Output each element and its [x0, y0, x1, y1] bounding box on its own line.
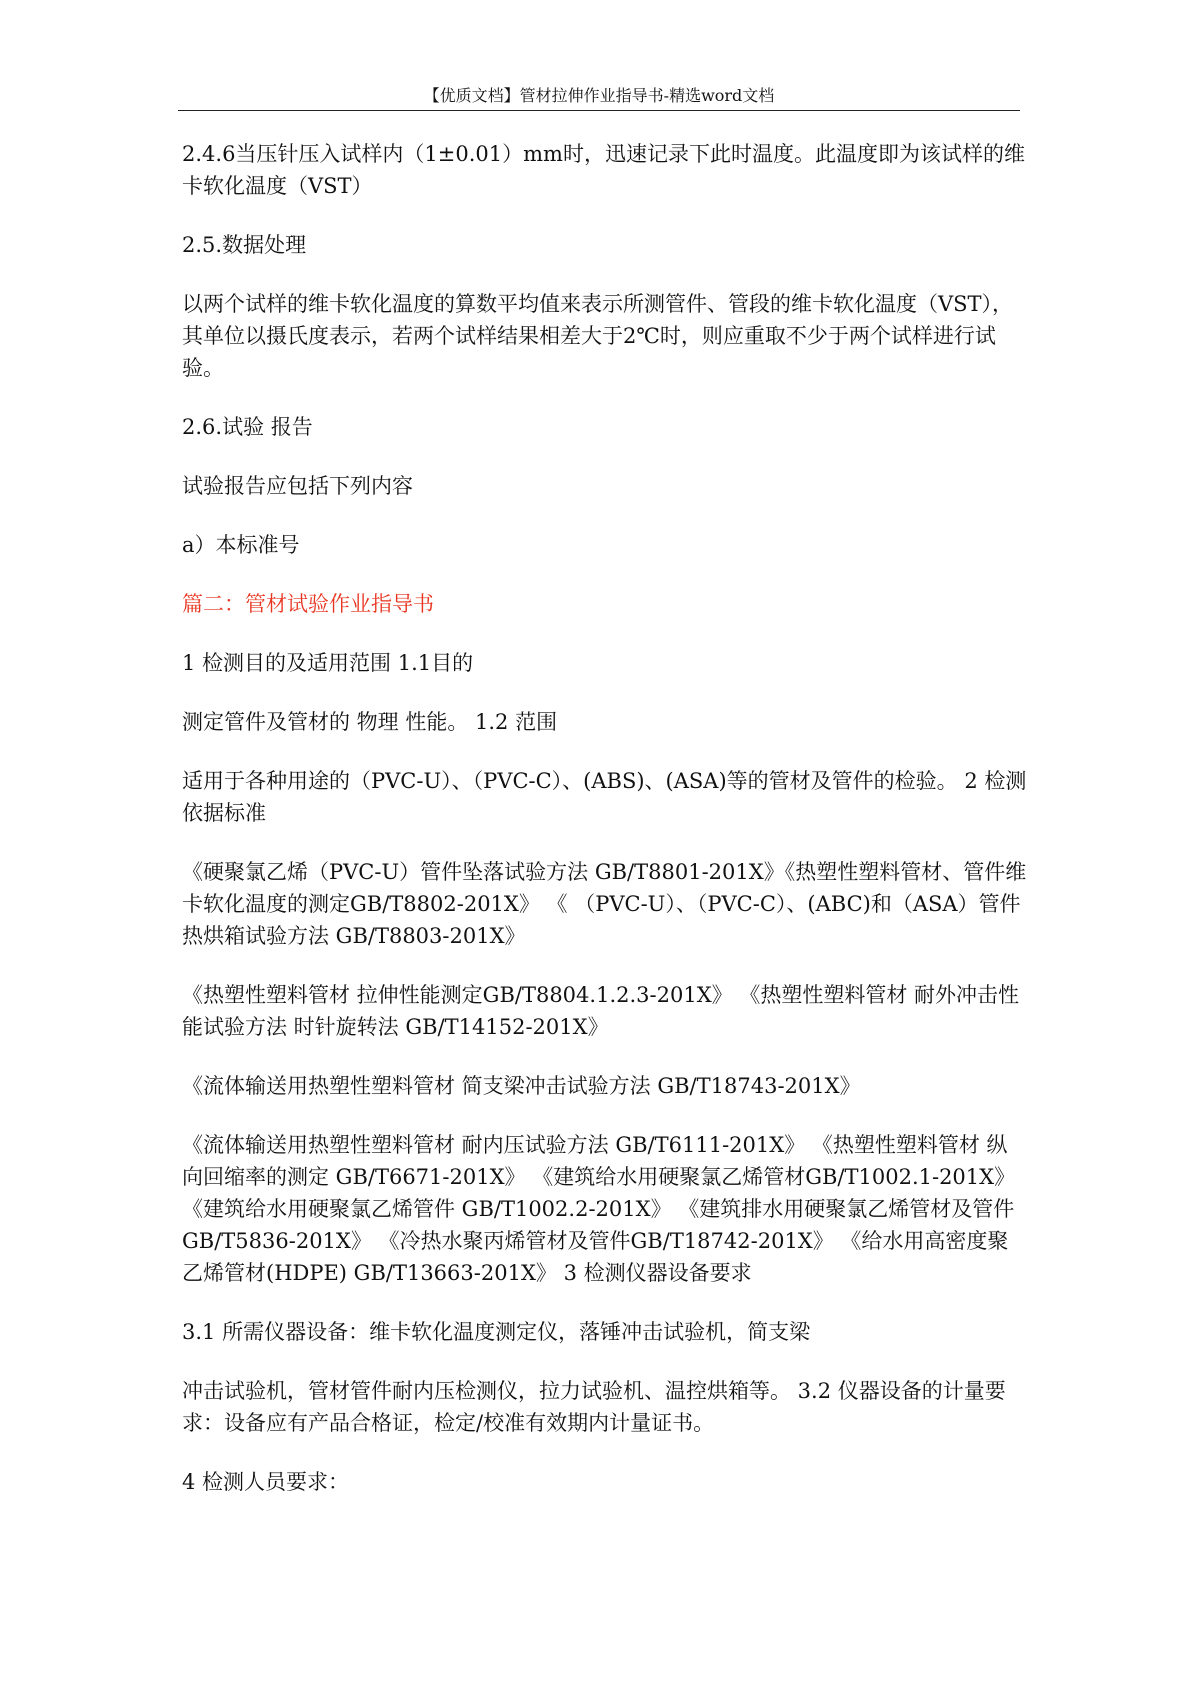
- paragraph-standards-1: 《硬聚氯乙烯（PVC-U）管件坠落试验方法 GB/T8801-201X》《热塑性塑料管材、管件维卡软化温度的测定GB/T8802-201X》 《 （PVC-U）、（PVC-C）、(ABC)和（ASA）管件热烘箱试验方法 GB/T8803-201X》: [182, 860, 1027, 948]
- document-body: [182, 138, 1028, 1525]
- paragraph-scope: 适用于各种用途的（PVC-U）、（PVC-C）、(ABS)、(ASA)等的管材及管件的检验。 2 检测依据标准: [182, 769, 1027, 825]
- paragraph-equipment-list: 3.1 所需仪器设备：维卡软化温度测定仪，落锤冲击试验机，简支梁: [182, 1320, 811, 1344]
- paragraph-standards-4: 《流体输送用热塑性塑料管材 耐内压试验方法 GB/T6111-201X》 《热塑性塑料管材 纵向回缩率的测定 GB/T6671-201X》 《建筑给水用硬聚氯乙烯管材GB/T1002.1-201X》 《建筑给水用硬聚氯乙烯管件 GB/T1002.2-201X》 《建筑排水用硬聚氯乙烯管材及管件GB/T5836-201X》 《冷热水聚丙烯管材及管件GB/T18742-201X》 《给水用高密度聚乙烯管材(HDPE) GB/T13663-201X》 3 检测仪器设备要求: [182, 1133, 1016, 1285]
- paragraph-vst-measurement: 2.4.6当压针压入试样内（1±0.01）mm时，迅速记录下此时温度。此温度即为该试样的维卡软化温度（VST）: [182, 142, 1025, 198]
- section-heading-data-processing: 2.5.数据处理: [182, 233, 307, 257]
- page-header-title: 【优质文档】管材拉伸作业指导书-精选word文档: [423, 86, 775, 105]
- section-heading-test-report: 2.6.试验 报告: [182, 415, 313, 439]
- paragraph-report-contents: 试验报告应包括下列内容: [182, 474, 413, 498]
- paragraph-purpose: 测定管件及管材的 物理 性能。 1.2 范围: [182, 710, 558, 734]
- paragraph-data-processing: 以两个试样的维卡软化温度的算数平均值来表示所测管件、管段的维卡软化温度（VST），其单位以摄氏度表示，若两个试样结果相差大于2℃时，则应重取不少于两个试样进行试验。: [182, 292, 1014, 380]
- list-item-standard-number: a）本标准号: [182, 533, 300, 557]
- chapter-title-part-two: 篇二：管材试验作业指导书: [182, 592, 434, 616]
- header-divider: [178, 110, 1020, 111]
- paragraph-purpose-scope: 1 检测目的及适用范围 1.1目的: [182, 651, 474, 675]
- paragraph-equipment-requirements: 冲击试验机，管材管件耐内压检测仪，拉力试验机、温控烘箱等。 3.2 仪器设备的计量要求：设备应有产品合格证，检定/校准有效期内计量证书。: [182, 1379, 1006, 1435]
- paragraph-standards-2: 《热塑性塑料管材 拉伸性能测定GB/T8804.1.2.3-201X》 《热塑性塑料管材 耐外冲击性能试验方法 时针旋转法 GB/T14152-201X》: [182, 983, 1019, 1039]
- paragraph-standards-3: 《流体输送用热塑性塑料管材 简支梁冲击试验方法 GB/T18743-201X》: [182, 1074, 861, 1098]
- section-heading-personnel: 4 检测人员要求：: [182, 1470, 350, 1494]
